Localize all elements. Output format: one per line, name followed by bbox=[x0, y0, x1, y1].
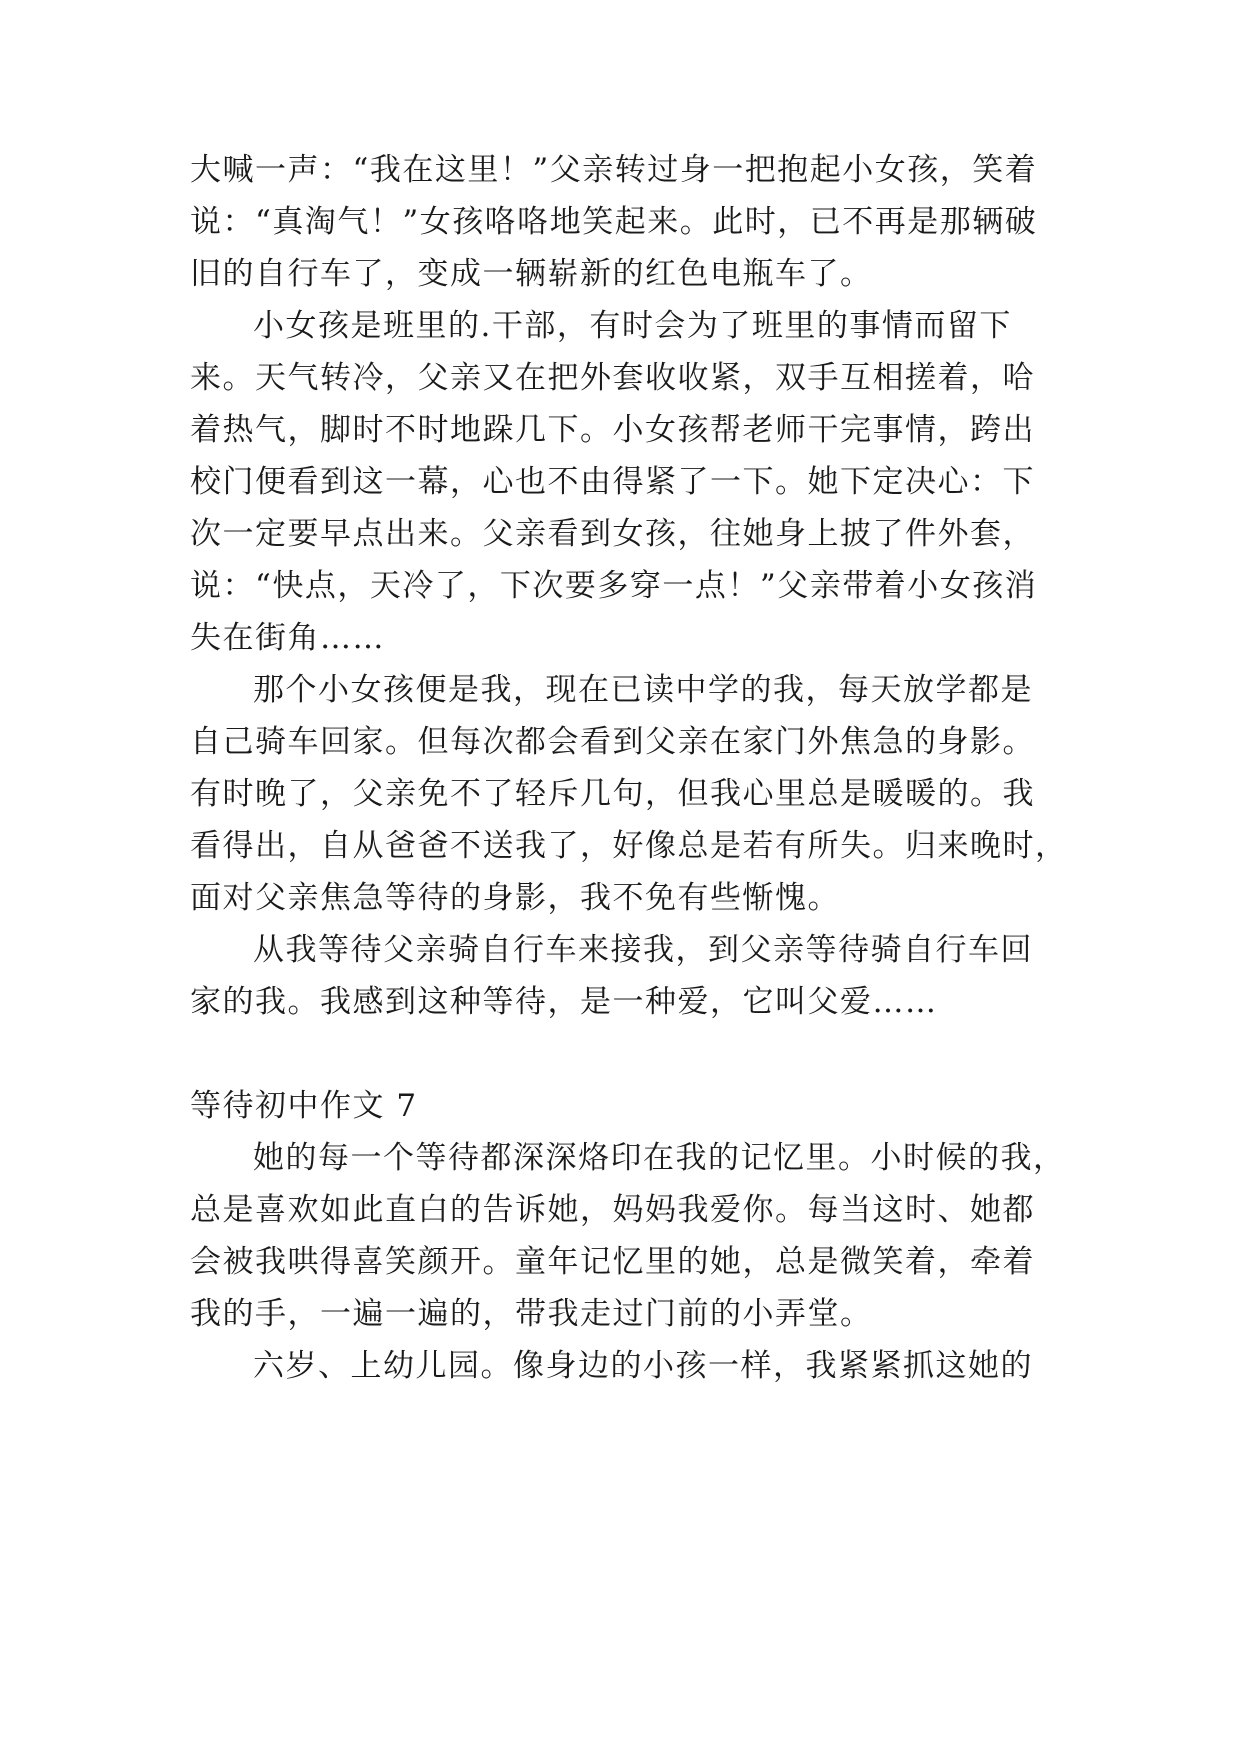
paragraph-first-line: 从我等待父亲骑自行车来接我，到父亲等待骑自行车回 bbox=[253, 932, 1033, 968]
text-line: 失在街角…… bbox=[190, 620, 385, 656]
text-line: 旧的自行车了，变成一辆崭新的红色电瓶车了。 bbox=[190, 256, 873, 292]
text-line: 说：“真淘气！”女孩咯咯地笑起来。此时，已不再是那辆破 bbox=[190, 204, 1038, 240]
text-line: 大喊一声：“我在这里！”父亲转过身一把抱起小女孩，笑着 bbox=[190, 152, 1038, 188]
section-heading: 等待初中作文 7 bbox=[190, 1088, 418, 1124]
text-line: 自己骑车回家。但每次都会看到父亲在家门外焦急的身影。 bbox=[190, 724, 1035, 760]
text-line: 次一定要早点出来。父亲看到女孩，往她身上披了件外套， bbox=[190, 516, 1035, 552]
text-line: 有时晚了，父亲免不了轻斥几句，但我心里总是暖暖的。我 bbox=[190, 776, 1035, 812]
paragraph-first-line: 六岁、上幼儿园。像身边的小孩一样，我紧紧抓这她的 bbox=[253, 1348, 1033, 1384]
paragraph-first-line: 小女孩是班里的.干部，有时会为了班里的事情而留下 bbox=[253, 308, 1012, 344]
text-line: 来。天气转冷，父亲又在把外套收收紧，双手互相搓着，哈 bbox=[190, 360, 1035, 396]
text-line: 家的我。我感到这种等待，是一种爱，它叫父爱…… bbox=[190, 984, 938, 1020]
text-line: 我的手，一遍一遍的，带我走过门前的小弄堂。 bbox=[190, 1296, 873, 1332]
text-line: 总是喜欢如此直白的告诉她，妈妈我爱你。每当这时、她都 bbox=[190, 1192, 1035, 1228]
paragraph-first-line: 她的每一个等待都深深烙印在我的记忆里。小时候的我， bbox=[253, 1140, 1066, 1176]
text-line: 着热气，脚时不时地跺几下。小女孩帮老师干完事情，跨出 bbox=[190, 412, 1035, 448]
text-line: 看得出，自从爸爸不送我了，好像总是若有所失。归来晚时， bbox=[190, 828, 1068, 864]
text-line: 校门便看到这一幕，心也不由得紧了一下。她下定决心：下 bbox=[190, 464, 1035, 500]
text-line: 面对父亲焦急等待的身影，我不免有些惭愧。 bbox=[190, 880, 840, 916]
text-line: 说：“快点，天冷了，下次要多穿一点！”父亲带着小女孩消 bbox=[190, 568, 1038, 604]
paragraph-first-line: 那个小女孩便是我，现在已读中学的我，每天放学都是 bbox=[253, 672, 1033, 708]
text-line: 会被我哄得喜笑颜开。童年记忆里的她，总是微笑着，牵着 bbox=[190, 1244, 1035, 1280]
